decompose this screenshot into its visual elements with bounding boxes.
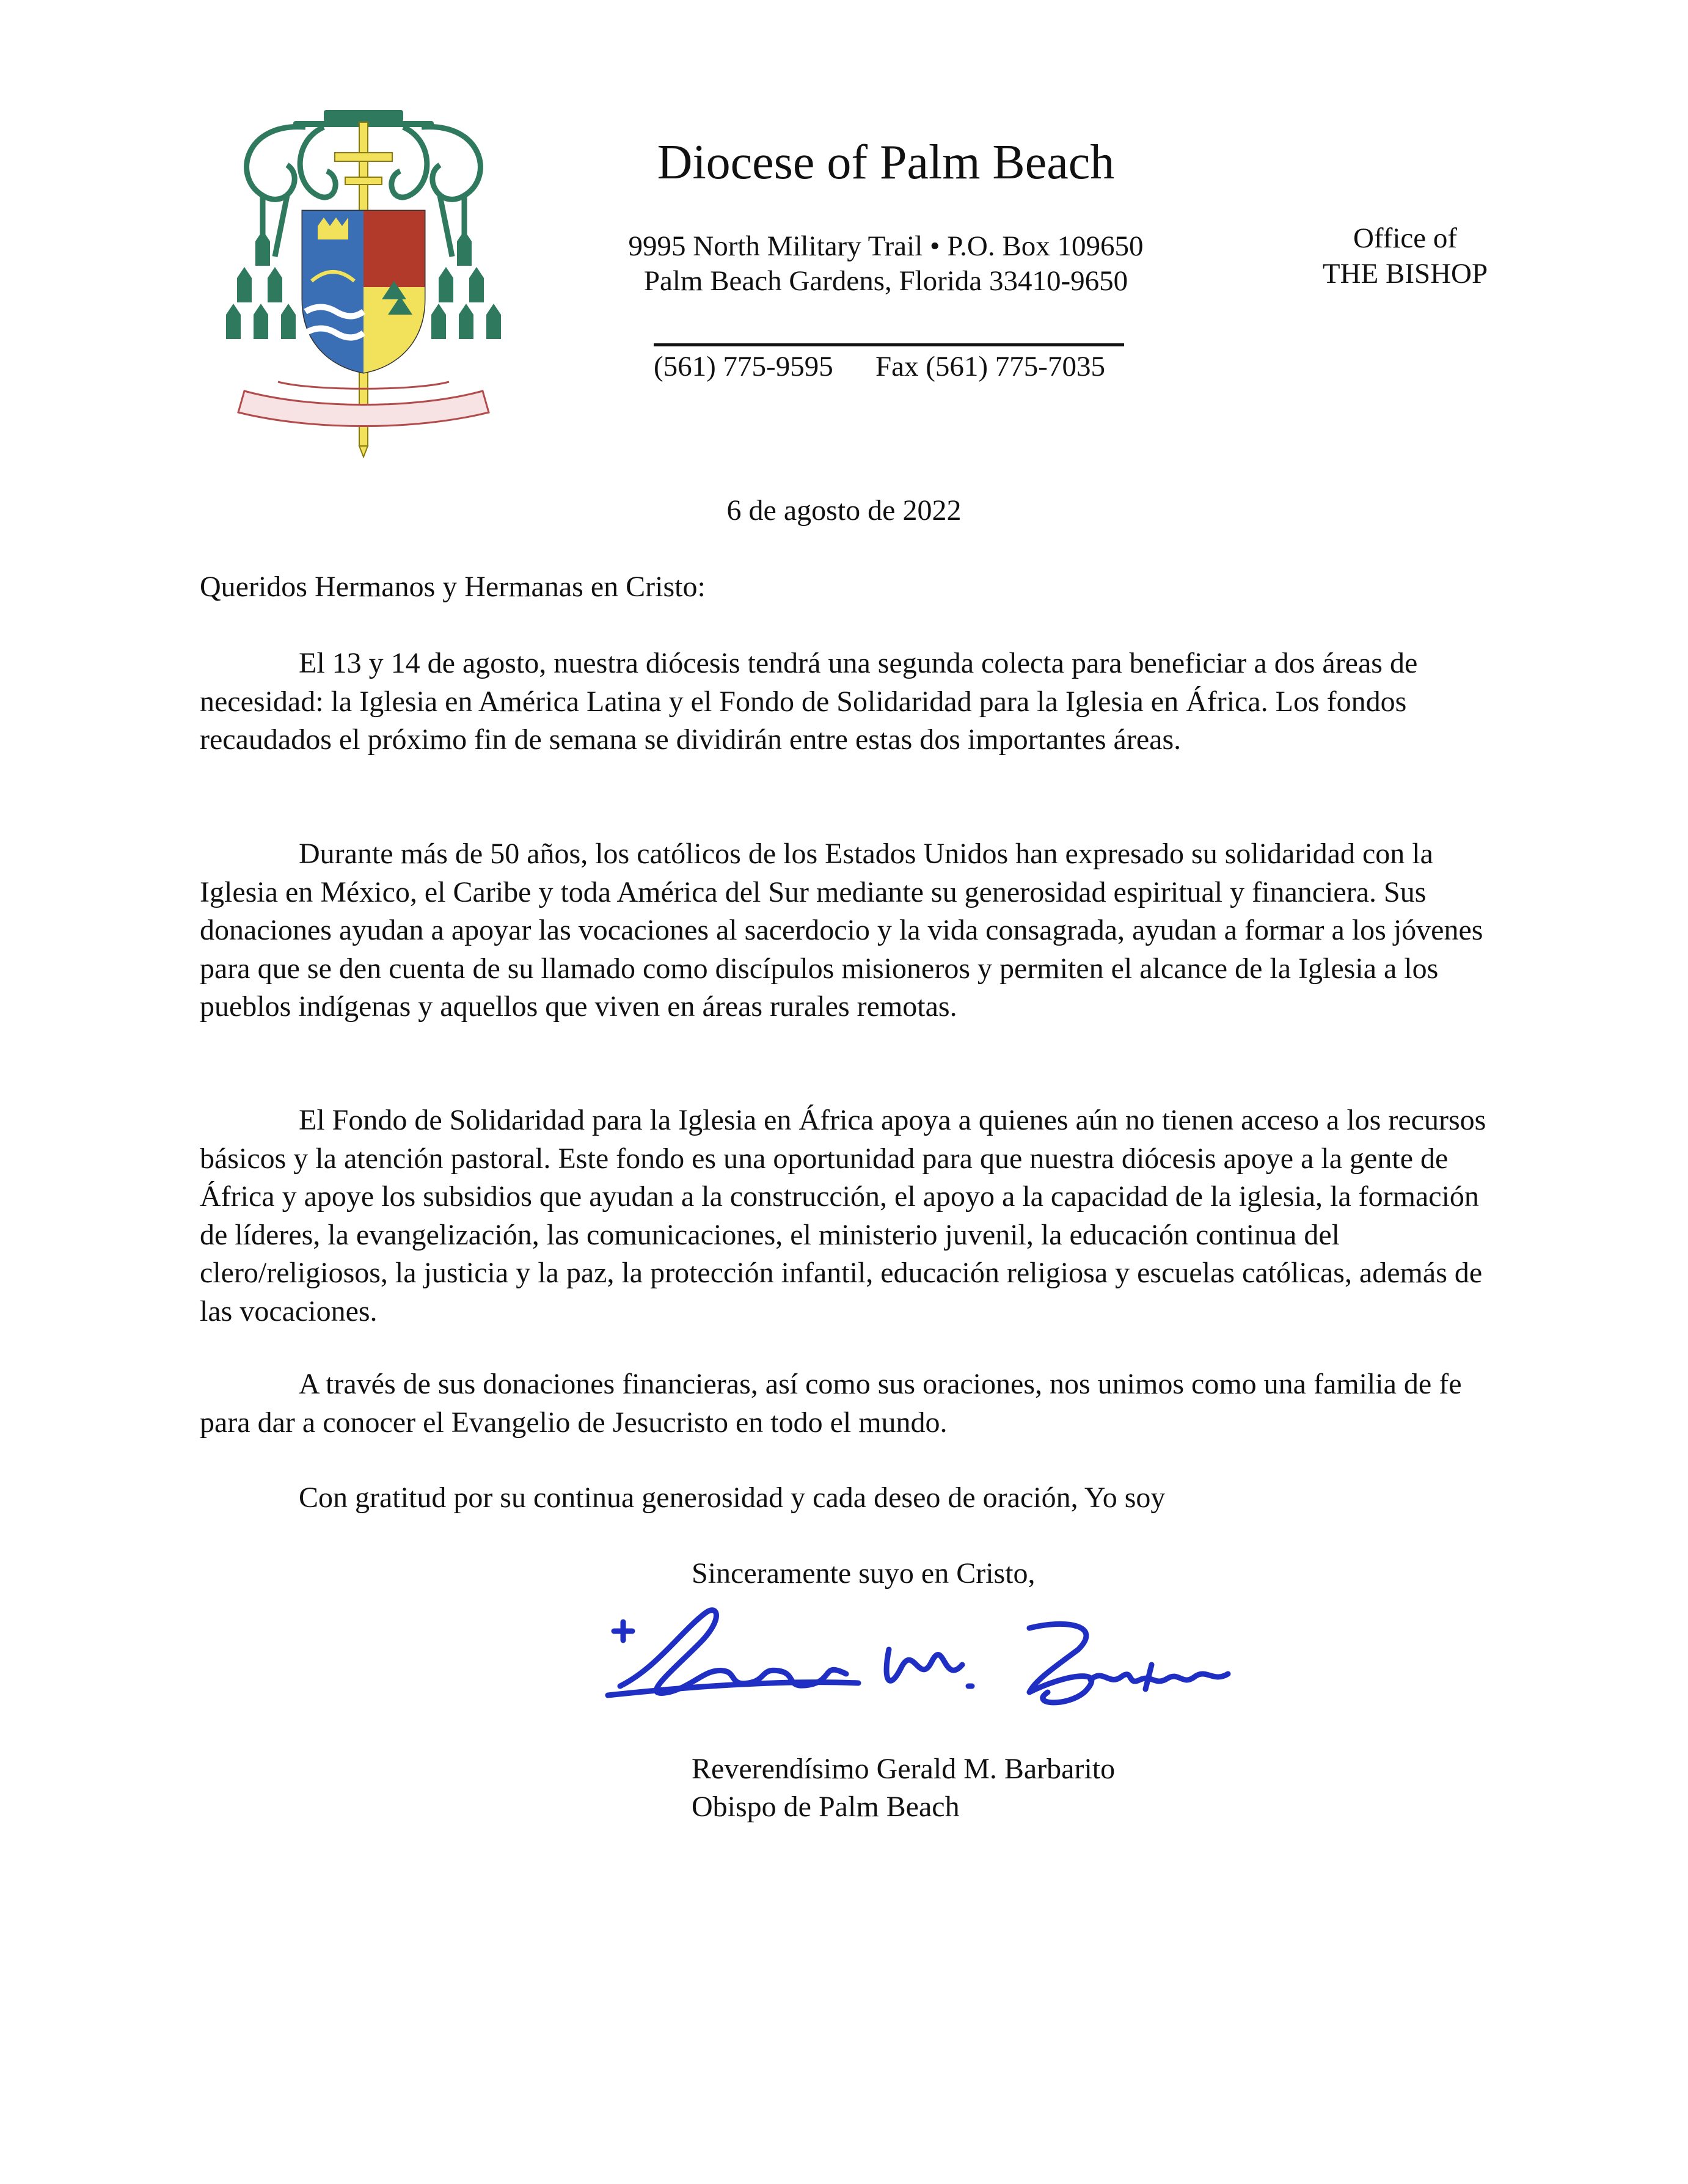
salutation: Queridos Hermanos y Hermanas en Cristo: bbox=[200, 571, 706, 603]
closing: Sinceramente suyo en Cristo, bbox=[692, 1557, 1036, 1590]
organization-name: Diocese of Palm Beach bbox=[657, 136, 1115, 189]
paragraph-2: Durante más de 50 años, los católicos de los Estados Unidos han expresado su solidaridad con la Iglesia en México, el Caribe y toda América del Sur mediante su generosidad espiritual y financiera. Sus donaciones ayudan a apoyar las vocaciones al sacerdocio y la vida consagrada, ayudan a formar a los jóvenes para que se den cuenta de su llamado como discípulos misioneros y permiten el alcance de la Iglesia a los pueblos indígenas y aquellos que viven en áreas rurales remotas. bbox=[200, 838, 1483, 1023]
phone-number: (561) 775-9595 bbox=[654, 351, 833, 382]
paragraph-1: El 13 y 14 de agosto, nuestra diócesis tendrá una segunda colecta para beneficiar a dos áreas de necesidad: la Iglesia en América Latina y el Fondo de Solidaridad para la Iglesia en África. Los fondos recaudados el próximo fin de semana se dividirán entre estas dos importantes áreas. bbox=[200, 647, 1418, 756]
address-line-2: Palm Beach Gardens, Florida 33410-9650 bbox=[643, 265, 1128, 297]
office-label-line-1: Office of bbox=[1353, 222, 1458, 254]
coat-of-arms-logo bbox=[220, 104, 507, 458]
address-line-1: 9995 North Military Trail • P.O. Box 109650 bbox=[628, 230, 1144, 262]
paragraph-4: A través de sus donaciones financieras, así como sus oraciones, nos unimos como una familia de fe para dar a conocer el Evangelio de Jesucristo en todo el mundo. bbox=[200, 1368, 1462, 1439]
fax-number: Fax (561) 775-7035 bbox=[875, 351, 1105, 382]
header-divider bbox=[654, 343, 1124, 346]
signatory-title: Obispo de Palm Beach bbox=[692, 1791, 960, 1823]
office-label-line-2: THE BISHOP bbox=[1322, 258, 1488, 290]
paragraph-5: Con gratitud por su continua generosidad y cada deseo de oración, Yo soy bbox=[299, 1481, 1166, 1514]
paragraph-3: El Fondo de Solidaridad para la Iglesia en África apoya a quienes aún no tienen acceso a los recursos básicos y la atención pastoral. Este fondo es una oportunidad para que nuestra diócesis apoye a la gente de África y apoye los subsidios que ayudan a la construcción, el apoyo a la capacidad de la iglesia, la formación de líderes, la evangelización, las comunicaciones, el ministerio juvenil, la educación continua del clero/religiosos, la justicia y la paz, la protección infantil, educación religiosa y escuelas católicas, además de las vocaciones. bbox=[200, 1104, 1486, 1328]
signatory-name: Reverendísimo Gerald M. Barbarito bbox=[692, 1753, 1116, 1785]
handwritten-signature bbox=[602, 1594, 1237, 1723]
letter-date: 6 de agosto de 2022 bbox=[726, 494, 962, 527]
